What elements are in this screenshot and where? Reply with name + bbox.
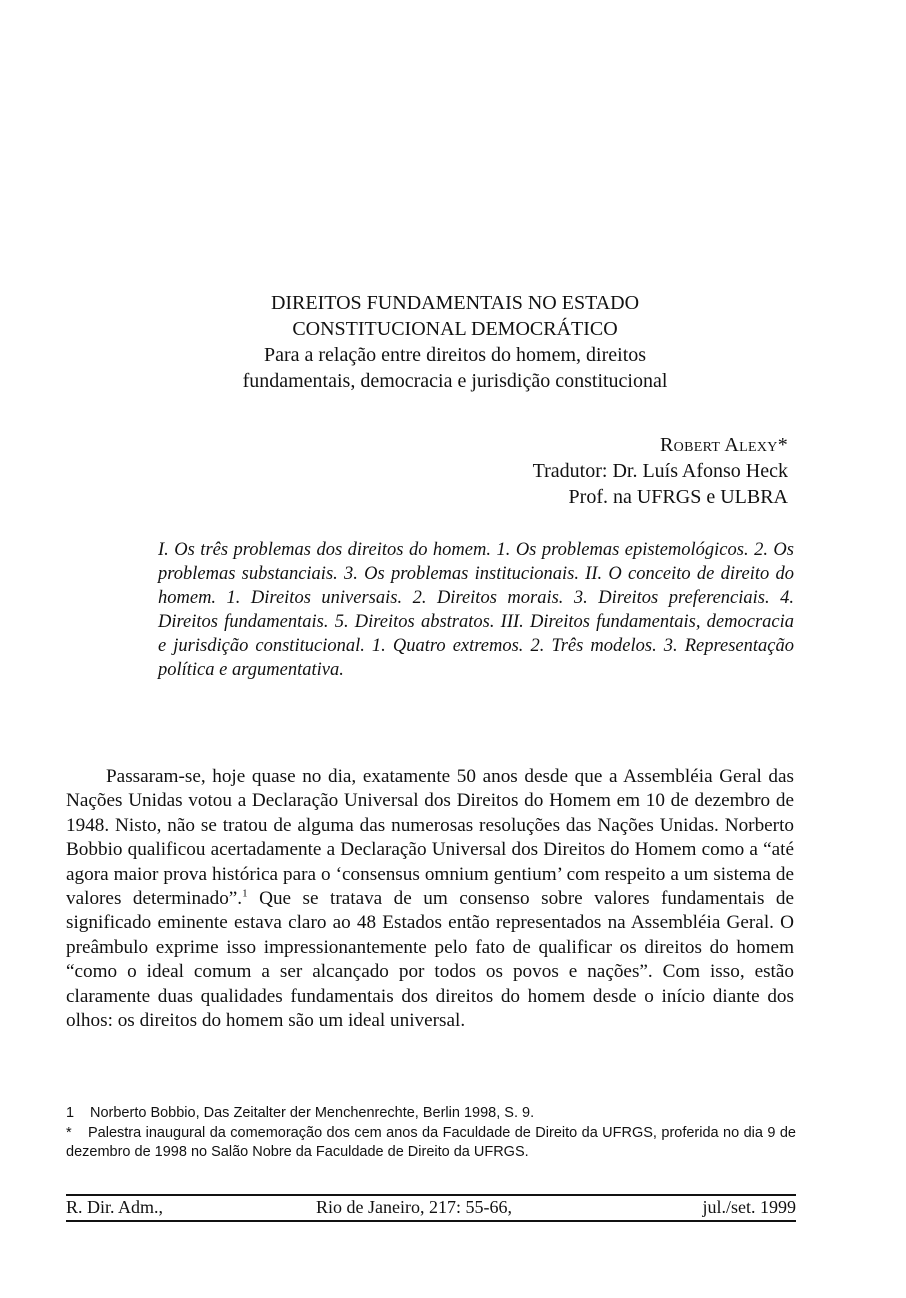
article-title-block xyxy=(120,290,790,394)
footer-date: jul./set. 1999 xyxy=(702,1197,796,1217)
author-block xyxy=(533,432,788,510)
footer-journal: R. Dir. Adm., xyxy=(66,1197,164,1217)
footnote-text: Norberto Bobbio, Das Zeitalter der Menchenrechte, Berlin 1998, S. 9. xyxy=(90,1105,535,1121)
footnotes xyxy=(66,1104,796,1163)
footnote-mark: 1 xyxy=(66,1105,75,1121)
author-name: Robert Alexy* xyxy=(660,434,788,456)
journal-footer xyxy=(66,1196,796,1218)
footnote-mark: * xyxy=(66,1124,72,1141)
article-subtitle-line-2: fundamentais, democracia e jurisdição constitucional xyxy=(242,370,668,392)
article-subtitle-line-1: Para a relação entre direitos do homem, direitos xyxy=(263,344,647,366)
translator-line: Tradutor: Dr. Luís Afonso Heck xyxy=(532,460,788,482)
footnote-text: Palestra inaugural da comemoração dos cem anos da Faculdade de Direito da UFRGS, proferida no dia 9 de dezembro de 1998 no Salão Nobre da Faculdade de Direito da UFRGS. xyxy=(66,1124,796,1160)
body-paragraph xyxy=(66,765,794,1033)
footnote-asterisk xyxy=(66,1124,796,1163)
footnote-1 xyxy=(66,1104,796,1124)
footnote-reference: 1 xyxy=(242,887,248,900)
body-text-part-2: Que se tratava de um consenso sobre valores fundamentais de significado eminente estava claro ao 48 Estados então representados na Assembléia Geral. O preâmbulo exprime isso impressionantemente pelo fato de qualificar os direitos do homem “como o ideal comum a ser alcançado por todos os povos e nações”. Com isso, estão claramente duas qualidades fundamentais dos direitos do homem desde o início diante dos olhos: os direitos do homem são um ideal universal. xyxy=(66,888,794,1032)
footer-rule-bottom xyxy=(66,1220,796,1222)
footer-location: Rio de Janeiro, 217: 55-66, xyxy=(316,1197,512,1217)
article-title-line-2: CONSTITUCIONAL DEMOCRÁTICO xyxy=(292,318,618,340)
body-text-part-1: Passaram-se, hoje quase no dia, exatamente 50 anos desde que a Assembléia Geral das Nações Unidas votou a Declaração Universal dos Direitos do Homem em 10 de dezembro de 1948. Nisto, não se tratou de alguma das numerosas resoluções das Nações Unidas. Norberto Bobbio qualificou acertadamente a Declaração Universal dos Direitos do Homem como a “até agora maior prova histórica para o ‘consensus omnium gentium’ com respeito a um sistema de valores determinado”. xyxy=(66,766,794,910)
article-title-line-1: DIREITOS FUNDAMENTAIS NO ESTADO xyxy=(270,292,640,314)
table-of-contents-summary: I. Os três problemas dos direitos do homem. 1. Os problemas epistemológicos. 2. Os problemas substanciais. 3. Os problemas institucionais. II. O conceito de direito do homem. 1. Direitos universais. 2. Direitos morais. 3. Direitos preferenciais. 4. Direitos fundamentais. 5. Direitos abstratos. III. Direitos fundamentais, democracia e jurisdição constitucional. 1. Quatro extremos. 2. Três modelos. 3. Representação política e argumentativa. xyxy=(158,540,794,680)
affiliation-line: Prof. na UFRGS e ULBRA xyxy=(568,486,788,508)
